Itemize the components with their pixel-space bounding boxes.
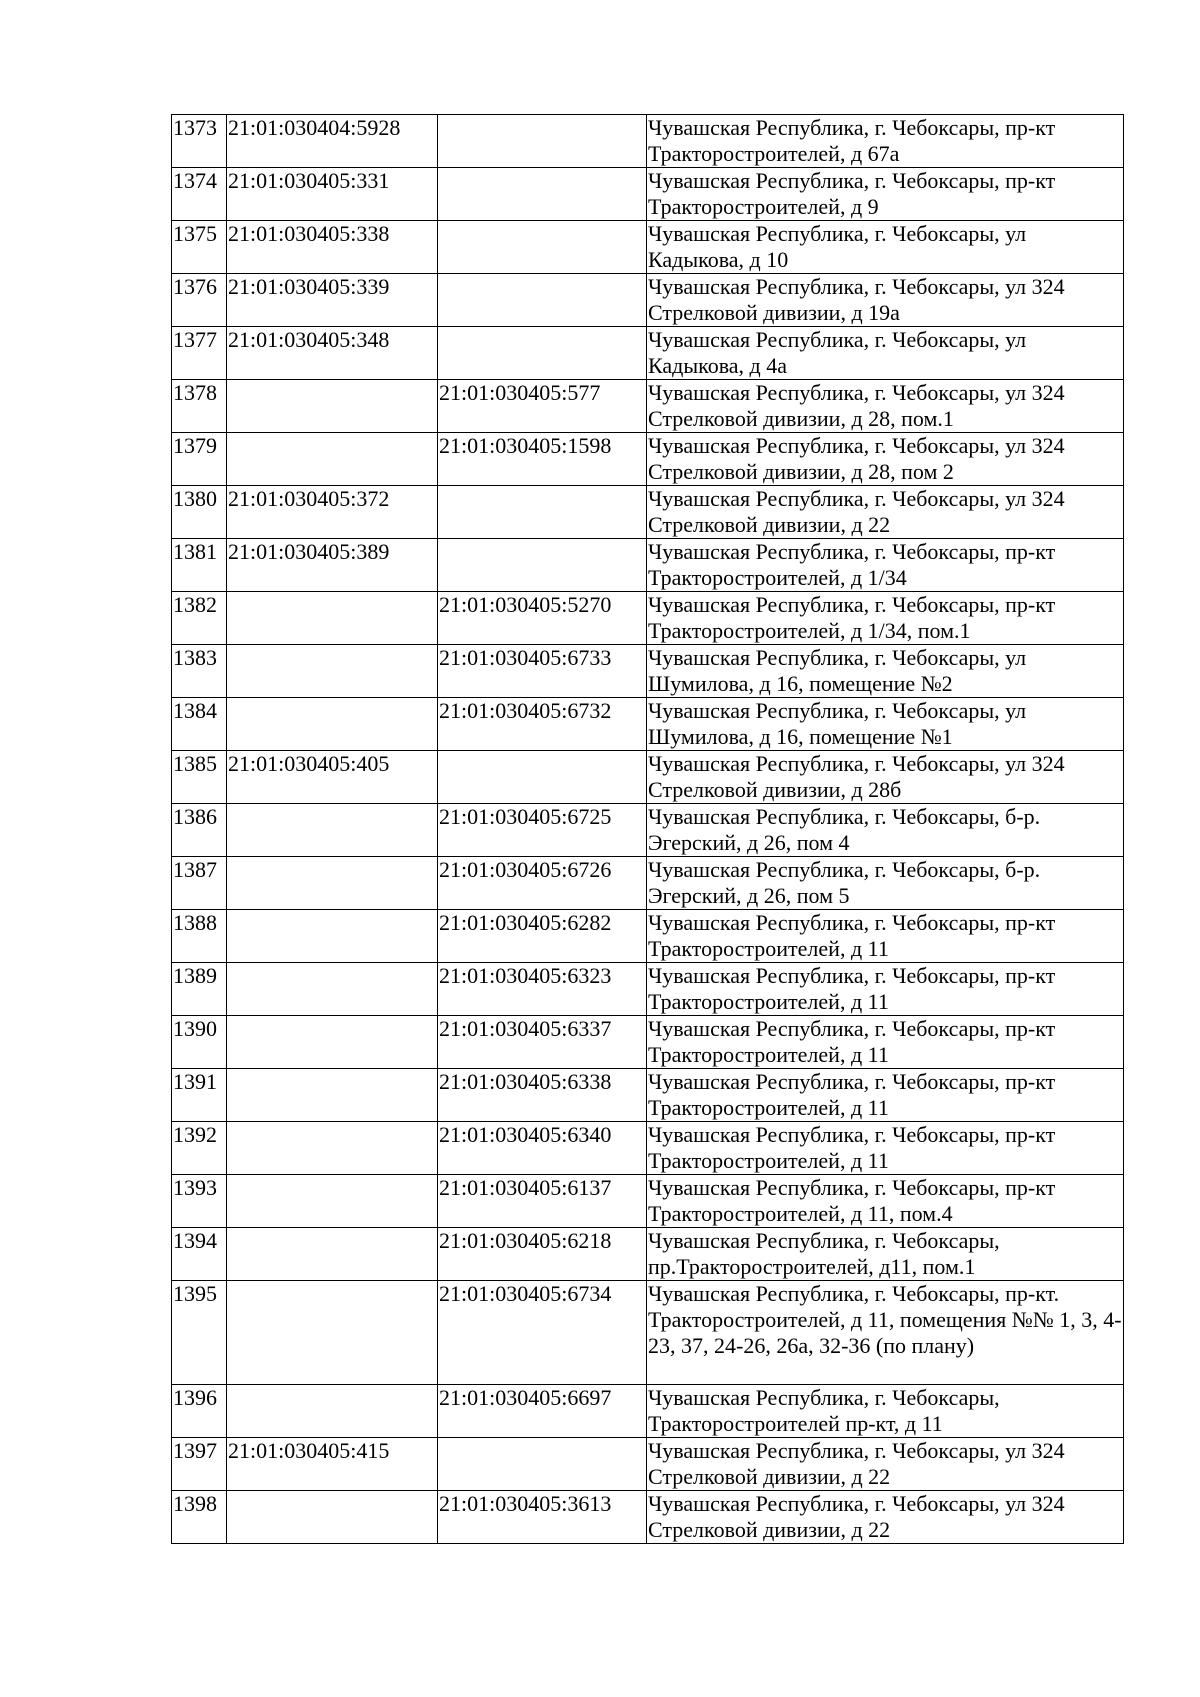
table-row: [172, 645, 1124, 698]
land-cadastral-number-cell: [227, 433, 438, 486]
object-cadastral-number-cell: 21:01:030405:6337: [438, 1016, 647, 1069]
land-cadastral-number-cell: [227, 1281, 438, 1385]
address-cell: Чувашская Республика, г. Чебоксары, ул 324 Стрелковой дивизии, д 28, пом 2: [647, 433, 1124, 486]
object-cadastral-number-cell: 21:01:030405:6725: [438, 804, 647, 857]
land-cadastral-number-cell: [227, 698, 438, 751]
address-cell: Чувашская Республика, г. Чебоксары, ул Шумилова, д 16, помещение №1: [647, 698, 1124, 751]
land-cadastral-number-cell: [227, 645, 438, 698]
object-cadastral-number-cell: 21:01:030405:6734: [438, 1281, 647, 1385]
land-cadastral-number-cell: 21:01:030405:405: [227, 751, 438, 804]
table-row: [172, 168, 1124, 221]
row-number-cell: 1376: [172, 274, 227, 327]
row-number-cell: 1374: [172, 168, 227, 221]
registry-table-body: [172, 115, 1124, 1544]
row-number-cell: 1375: [172, 221, 227, 274]
land-cadastral-number-cell: [227, 963, 438, 1016]
address-cell: Чувашская Республика, г. Чебоксары, пр-кт Тракторостроителей, д 11: [647, 963, 1124, 1016]
row-number-cell: 1388: [172, 910, 227, 963]
address-cell: Чувашская Республика, г. Чебоксары, пр.Тракторостроителей, д11, пом.1: [647, 1228, 1124, 1281]
land-cadastral-number-cell: 21:01:030405:348: [227, 327, 438, 380]
table-row: [172, 857, 1124, 910]
object-cadastral-number-cell: 21:01:030405:6323: [438, 963, 647, 1016]
land-cadastral-number-cell: 21:01:030404:5928: [227, 115, 438, 168]
land-cadastral-number-cell: 21:01:030405:338: [227, 221, 438, 274]
address-cell: Чувашская Республика, г. Чебоксары, ул Кадыкова, д 4а: [647, 327, 1124, 380]
table-row: [172, 274, 1124, 327]
table-row: [172, 327, 1124, 380]
object-cadastral-number-cell: [438, 327, 647, 380]
address-cell: Чувашская Республика, г. Чебоксары, б-р. Эгерский, д 26, пом 5: [647, 857, 1124, 910]
address-cell: Чувашская Республика, г. Чебоксары, ул 324 Стрелковой дивизии, д 28, пом.1: [647, 380, 1124, 433]
land-cadastral-number-cell: [227, 1016, 438, 1069]
object-cadastral-number-cell: [438, 751, 647, 804]
row-number-cell: 1389: [172, 963, 227, 1016]
row-number-cell: 1386: [172, 804, 227, 857]
address-cell: Чувашская Республика, г. Чебоксары, Тракторостроителей пр-кт, д 11: [647, 1385, 1124, 1438]
object-cadastral-number-cell: 21:01:030405:6282: [438, 910, 647, 963]
object-cadastral-number-cell: 21:01:030405:6726: [438, 857, 647, 910]
land-cadastral-number-cell: [227, 857, 438, 910]
object-cadastral-number-cell: [438, 486, 647, 539]
address-cell: Чувашская Республика, г. Чебоксары, ул 324 Стрелковой дивизии, д 22: [647, 1438, 1124, 1491]
object-cadastral-number-cell: 21:01:030405:6732: [438, 698, 647, 751]
address-cell: Чувашская Республика, г. Чебоксары, пр-кт Тракторостроителей, д 67а: [647, 115, 1124, 168]
table-row: [172, 433, 1124, 486]
address-cell: Чувашская Республика, г. Чебоксары, ул Кадыкова, д 10: [647, 221, 1124, 274]
object-cadastral-number-cell: [438, 168, 647, 221]
object-cadastral-number-cell: 21:01:030405:6338: [438, 1069, 647, 1122]
row-number-cell: 1395: [172, 1281, 227, 1385]
address-cell: Чувашская Республика, г. Чебоксары, ул 324 Стрелковой дивизии, д 22: [647, 1491, 1124, 1544]
row-number-cell: 1383: [172, 645, 227, 698]
table-row: [172, 1385, 1124, 1438]
object-cadastral-number-cell: 21:01:030405:6733: [438, 645, 647, 698]
object-cadastral-number-cell: [438, 221, 647, 274]
table-row: [172, 698, 1124, 751]
land-cadastral-number-cell: 21:01:030405:415: [227, 1438, 438, 1491]
table-row: [172, 1228, 1124, 1281]
row-number-cell: 1377: [172, 327, 227, 380]
address-cell: Чувашская Республика, г. Чебоксары, пр-кт Тракторостроителей, д 11: [647, 1016, 1124, 1069]
row-number-cell: 1391: [172, 1069, 227, 1122]
table-row: [172, 221, 1124, 274]
address-cell: Чувашская Республика, г. Чебоксары, пр-кт Тракторостроителей, д 1/34, пом.1: [647, 592, 1124, 645]
land-cadastral-number-cell: [227, 1175, 438, 1228]
row-number-cell: 1397: [172, 1438, 227, 1491]
table-row: [172, 804, 1124, 857]
address-cell: Чувашская Республика, г. Чебоксары, пр-кт Тракторостроителей, д 11: [647, 1069, 1124, 1122]
address-cell: Чувашская Республика, г. Чебоксары, ул 324 Стрелковой дивизии, д 22: [647, 486, 1124, 539]
row-number-cell: 1398: [172, 1491, 227, 1544]
object-cadastral-number-cell: [438, 274, 647, 327]
row-number-cell: 1390: [172, 1016, 227, 1069]
address-cell: Чувашская Республика, г. Чебоксары, пр-кт Тракторостроителей, д 11: [647, 910, 1124, 963]
row-number-cell: 1373: [172, 115, 227, 168]
row-number-cell: 1382: [172, 592, 227, 645]
table-row: [172, 539, 1124, 592]
cadastral-registry-table: [171, 114, 1124, 1544]
row-number-cell: 1393: [172, 1175, 227, 1228]
land-cadastral-number-cell: [227, 1069, 438, 1122]
row-number-cell: 1378: [172, 380, 227, 433]
land-cadastral-number-cell: 21:01:030405:372: [227, 486, 438, 539]
land-cadastral-number-cell: [227, 1385, 438, 1438]
table-row: [172, 1281, 1124, 1385]
table-row: [172, 910, 1124, 963]
address-cell: Чувашская Республика, г. Чебоксары, пр-кт Тракторостроителей, д 11, пом.4: [647, 1175, 1124, 1228]
table-row: [172, 1175, 1124, 1228]
land-cadastral-number-cell: [227, 380, 438, 433]
address-cell: Чувашская Республика, г. Чебоксары, б-р. Эгерский, д 26, пом 4: [647, 804, 1124, 857]
address-cell: Чувашская Республика, г. Чебоксары, пр-кт Тракторостроителей, д 9: [647, 168, 1124, 221]
land-cadastral-number-cell: 21:01:030405:339: [227, 274, 438, 327]
row-number-cell: 1396: [172, 1385, 227, 1438]
row-number-cell: 1379: [172, 433, 227, 486]
land-cadastral-number-cell: [227, 1122, 438, 1175]
land-cadastral-number-cell: [227, 804, 438, 857]
address-cell: Чувашская Республика, г. Чебоксары, пр-кт Тракторостроителей, д 1/34: [647, 539, 1124, 592]
object-cadastral-number-cell: [438, 539, 647, 592]
land-cadastral-number-cell: [227, 910, 438, 963]
address-cell: Чувашская Республика, г. Чебоксары, ул Шумилова, д 16, помещение №2: [647, 645, 1124, 698]
address-cell: Чувашская Республика, г. Чебоксары, ул 324 Стрелковой дивизии, д 19а: [647, 274, 1124, 327]
table-row: [172, 380, 1124, 433]
address-cell: Чувашская Республика, г. Чебоксары, пр-кт Тракторостроителей, д 11: [647, 1122, 1124, 1175]
table-row: [172, 592, 1124, 645]
row-number-cell: 1392: [172, 1122, 227, 1175]
table-row: [172, 963, 1124, 1016]
object-cadastral-number-cell: 21:01:030405:1598: [438, 433, 647, 486]
object-cadastral-number-cell: 21:01:030405:5270: [438, 592, 647, 645]
table-row: [172, 1069, 1124, 1122]
land-cadastral-number-cell: 21:01:030405:389: [227, 539, 438, 592]
object-cadastral-number-cell: 21:01:030405:577: [438, 380, 647, 433]
land-cadastral-number-cell: [227, 1228, 438, 1281]
table-row: [172, 1122, 1124, 1175]
table-row: [172, 115, 1124, 168]
address-cell: Чувашская Республика, г. Чебоксары, пр-кт. Тракторостроителей, д 11, помещения №№ 1, 3, 4-23, 37, 24-26, 26а, 32-36 (по плану): [647, 1281, 1124, 1385]
object-cadastral-number-cell: [438, 1438, 647, 1491]
row-number-cell: 1381: [172, 539, 227, 592]
table-row: [172, 1438, 1124, 1491]
table-row: [172, 1016, 1124, 1069]
address-cell: Чувашская Республика, г. Чебоксары, ул 324 Стрелковой дивизии, д 28б: [647, 751, 1124, 804]
row-number-cell: 1380: [172, 486, 227, 539]
table-row: [172, 751, 1124, 804]
land-cadastral-number-cell: [227, 1491, 438, 1544]
land-cadastral-number-cell: [227, 592, 438, 645]
table-row: [172, 1491, 1124, 1544]
table-row: [172, 486, 1124, 539]
object-cadastral-number-cell: 21:01:030405:6137: [438, 1175, 647, 1228]
row-number-cell: 1387: [172, 857, 227, 910]
object-cadastral-number-cell: 21:01:030405:6697: [438, 1385, 647, 1438]
land-cadastral-number-cell: 21:01:030405:331: [227, 168, 438, 221]
object-cadastral-number-cell: [438, 115, 647, 168]
row-number-cell: 1385: [172, 751, 227, 804]
object-cadastral-number-cell: 21:01:030405:6340: [438, 1122, 647, 1175]
object-cadastral-number-cell: 21:01:030405:3613: [438, 1491, 647, 1544]
row-number-cell: 1384: [172, 698, 227, 751]
row-number-cell: 1394: [172, 1228, 227, 1281]
object-cadastral-number-cell: 21:01:030405:6218: [438, 1228, 647, 1281]
